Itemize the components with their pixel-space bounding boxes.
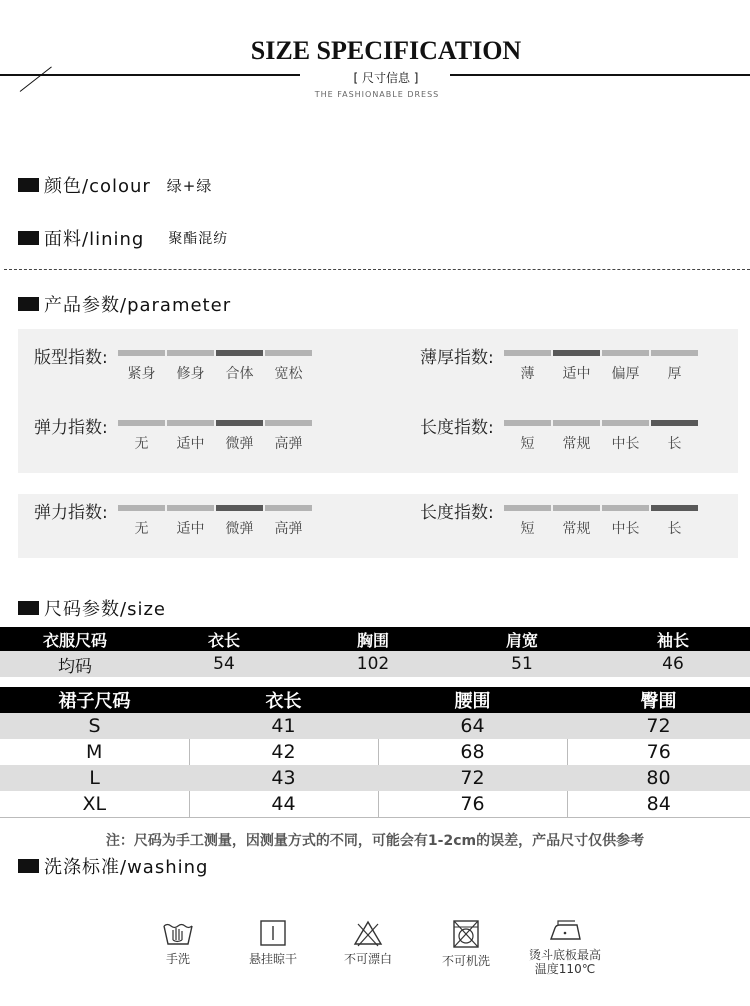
table-header-cell: 衣长 [150, 627, 298, 651]
table-cell: 54 [150, 651, 298, 677]
index-option: 无 [134, 436, 149, 452]
table-cell: 44 [189, 791, 378, 817]
index-bar-segment [167, 350, 214, 356]
table-header-row [0, 627, 750, 651]
no-machine-wash-icon [451, 918, 481, 950]
table-row [0, 739, 750, 765]
bullet-square-icon [18, 601, 39, 615]
measurement-note: 注：尺码为手工测量，因测量方式的不同，可能会有1-2cm的误差，产品尺寸仅供参考 [105, 833, 645, 849]
fabric-label: 面料/lining [44, 229, 145, 250]
index-option: 高弹 [274, 521, 303, 537]
wash-label: 烫斗底板最高 [528, 948, 601, 962]
table-row [0, 713, 750, 739]
table-header-cell: 袖长 [596, 627, 750, 651]
index-bar-segment [265, 350, 312, 356]
table-header-cell: 臀围 [567, 687, 750, 713]
index-option: 常规 [562, 521, 591, 537]
fabric-value: 聚酯混纺 [168, 231, 229, 247]
skirt-size-table [0, 687, 750, 818]
table-cell: 均码 [0, 651, 150, 677]
index-bar-segment [118, 350, 165, 356]
index-option: 合体 [225, 366, 254, 382]
table-cell: L [0, 765, 189, 791]
table-header-cell: 肩宽 [448, 627, 596, 651]
table-cell: 76 [567, 739, 750, 765]
index-option: 适中 [176, 436, 205, 452]
index-bar-segment [265, 505, 312, 511]
table-cell: 84 [567, 791, 750, 817]
table-header-row [0, 687, 750, 713]
index-bar-segment [553, 420, 600, 426]
index-bar-segment [118, 420, 165, 426]
table-cell: M [0, 739, 189, 765]
color-value: 绿+绿 [166, 176, 213, 195]
wash-label: 不可机洗 [441, 954, 490, 968]
index-option: 薄 [520, 366, 535, 382]
index-bar-segment [216, 350, 263, 356]
index-bar-segment [265, 420, 312, 426]
bullet-square-icon [18, 859, 39, 873]
top-size-table [0, 627, 750, 677]
wash-label: 不可漂白 [343, 952, 392, 966]
index-option: 适中 [176, 521, 205, 537]
parameter-panel-secondary [18, 494, 738, 558]
index-bar-segment [504, 350, 551, 356]
index-option: 偏厚 [611, 366, 640, 382]
no-bleach-icon [352, 918, 384, 948]
table-header-cell: 腰围 [378, 687, 567, 713]
index-option: 长 [667, 436, 682, 452]
index-label: 长度指数: [420, 503, 494, 523]
wash-item-no-bleach [323, 918, 413, 966]
fabric-section [18, 228, 228, 248]
iron-icon [547, 918, 583, 944]
bullet-square-icon [18, 178, 39, 192]
index-bar-segment [602, 505, 649, 511]
index-label: 版型指数: [34, 348, 108, 368]
color-section [18, 175, 212, 195]
index-option: 短 [520, 521, 535, 537]
bullet-square-icon [18, 297, 39, 311]
table-cell: 64 [378, 713, 567, 739]
hang-dry-icon [258, 918, 288, 948]
index-option: 微弹 [225, 521, 254, 537]
index-option: 紧身 [127, 366, 156, 382]
index-option: 宽松 [274, 366, 303, 382]
parameter-panel [18, 329, 738, 473]
page-title: SIZE SPECIFICATION [250, 36, 522, 65]
index-bar-segment [602, 420, 649, 426]
washing-label: 洗涤标准/washing [44, 857, 209, 878]
index-option: 中长 [611, 436, 640, 452]
index-label: 长度指数: [420, 418, 494, 438]
table-cell: 46 [596, 651, 750, 677]
index-bar-segment [651, 420, 698, 426]
table-cell: 72 [378, 765, 567, 791]
index-option: 微弹 [225, 436, 254, 452]
table-cell: 42 [189, 739, 378, 765]
hand-wash-icon [161, 918, 195, 948]
index-bar-segment [602, 350, 649, 356]
table-cell: 43 [189, 765, 378, 791]
table-cell: 72 [567, 713, 750, 739]
table-row [0, 765, 750, 791]
table-cell: 102 [298, 651, 448, 677]
table-cell: 41 [189, 713, 378, 739]
index-bar-segment [504, 420, 551, 426]
wash-label: 悬挂晾干 [248, 952, 297, 966]
parameter-section [18, 294, 231, 314]
washing-section [18, 856, 208, 876]
table-cell: 76 [378, 791, 567, 817]
size-label: 尺码参数/size [44, 599, 166, 620]
table-cell: 51 [448, 651, 596, 677]
color-label: 颜色/colour [44, 176, 151, 197]
index-bar-segment [553, 350, 600, 356]
wash-label: 手洗 [165, 952, 190, 966]
index-option: 无 [134, 521, 149, 537]
index-bar-segment [553, 505, 600, 511]
table-row [0, 651, 750, 677]
parameter-label: 产品参数/parameter [44, 295, 232, 316]
index-option: 长 [667, 521, 682, 537]
index-option: 短 [520, 436, 535, 452]
page-tagline: THE FASHIONABLE DRESS [314, 90, 440, 99]
index-bar-segment [118, 505, 165, 511]
table-row [0, 791, 750, 817]
index-option: 常规 [562, 436, 591, 452]
index-option: 高弹 [274, 436, 303, 452]
table-cell: XL [0, 791, 189, 817]
wash-item-hand-wash [133, 918, 223, 966]
table-cell: S [0, 713, 189, 739]
bullet-square-icon [18, 231, 39, 245]
index-label: 薄厚指数: [420, 348, 494, 368]
table-cell: 68 [378, 739, 567, 765]
index-option: 厚 [667, 366, 682, 382]
page-subtitle: [ 尺寸信息 ] [353, 71, 419, 85]
index-option: 修身 [176, 366, 205, 382]
index-option: 中长 [611, 521, 640, 537]
table-cell: 80 [567, 765, 750, 791]
wash-item-hang-dry [228, 918, 318, 966]
size-section [18, 598, 166, 618]
index-bar-segment [167, 505, 214, 511]
index-bar-segment [504, 505, 551, 511]
index-bar-segment [167, 420, 214, 426]
table-header-cell: 衣服尺码 [0, 627, 150, 651]
index-option: 适中 [562, 366, 591, 382]
section-divider [4, 269, 750, 270]
table-header-cell: 衣长 [189, 687, 378, 713]
index-bar-segment [651, 350, 698, 356]
index-bar-segment [651, 505, 698, 511]
index-label: 弹力指数: [34, 503, 108, 523]
table-header-cell: 胸围 [298, 627, 448, 651]
wash-item-iron [517, 918, 613, 976]
index-bar-segment [216, 505, 263, 511]
wash-label: 温度110℃ [534, 962, 596, 976]
table-header-cell: 裙子尺码 [0, 687, 189, 713]
wash-item-no-machine-wash [421, 918, 511, 968]
index-bar-segment [216, 420, 263, 426]
index-label: 弹力指数: [34, 418, 108, 438]
